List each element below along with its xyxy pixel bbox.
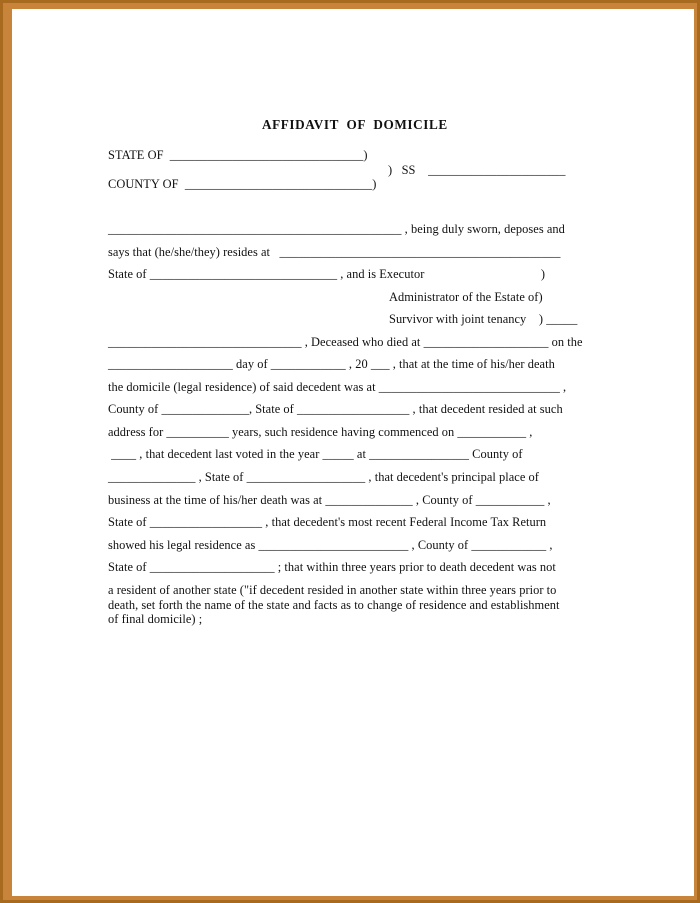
executor-line: State of ______________________________ , and is Executor ) xyxy=(108,267,546,281)
page-frame xyxy=(3,3,697,900)
state-of-line: STATE OF _______________________________) xyxy=(108,148,368,162)
ss-line: ) SS ______________________ xyxy=(388,163,566,177)
tax-return-line: State of __________________ , that decedent's most recent Federal Income Tax Return xyxy=(108,515,547,529)
resides-line: says that (he/she/they) resides at _____________________________________________ xyxy=(108,245,561,259)
county-state-line: County of ______________, State of __________________ , that decedent resided at such xyxy=(108,402,563,416)
document-title: AFFIDAVIT OF DOMICILE xyxy=(262,117,448,132)
legal-residence-line: showed his legal residence as ________________________ , County of ____________ , xyxy=(108,538,553,552)
voted-line: ____ , that decedent last voted in the year _____ at ________________ County of xyxy=(108,447,523,461)
another-state-line: a resident of another state ("if decedent resided in another state within three years prior to xyxy=(108,583,557,597)
final-domicile-line: of final domicile) ; xyxy=(108,612,203,626)
domicile-line: the domicile (legal residence) of said decedent was at _____________________________ , xyxy=(108,380,567,394)
business-line: business at the time of his/her death was at ______________ , County of ___________ , xyxy=(108,493,551,507)
three-years-line: State of ____________________ ; that within three years prior to death decedent was not xyxy=(108,560,556,574)
set-forth-line: death, set forth the name of the state and facts as to change of residence and establishment xyxy=(108,598,560,612)
years-line: address for __________ years, such residence having commenced on ___________ , xyxy=(108,425,533,439)
administrator-line: Administrator of the Estate of) xyxy=(389,290,543,304)
deceased-line: _______________________________ , Deceased who died at ____________________ on the xyxy=(108,335,583,349)
county-of-line: COUNTY OF ______________________________) xyxy=(108,177,377,191)
affiant-line: _______________________________________________ , being duly sworn, deposes and xyxy=(108,222,565,236)
date-of-death-line: ____________________ day of ____________ , 20 ___ , that at the time of his/her death xyxy=(108,357,555,371)
document-page xyxy=(12,9,694,896)
principal-place-line: ______________ , State of ___________________ , that decedent's principal place of xyxy=(108,470,539,484)
survivor-line: Survivor with joint tenancy ) _____ xyxy=(389,312,578,326)
